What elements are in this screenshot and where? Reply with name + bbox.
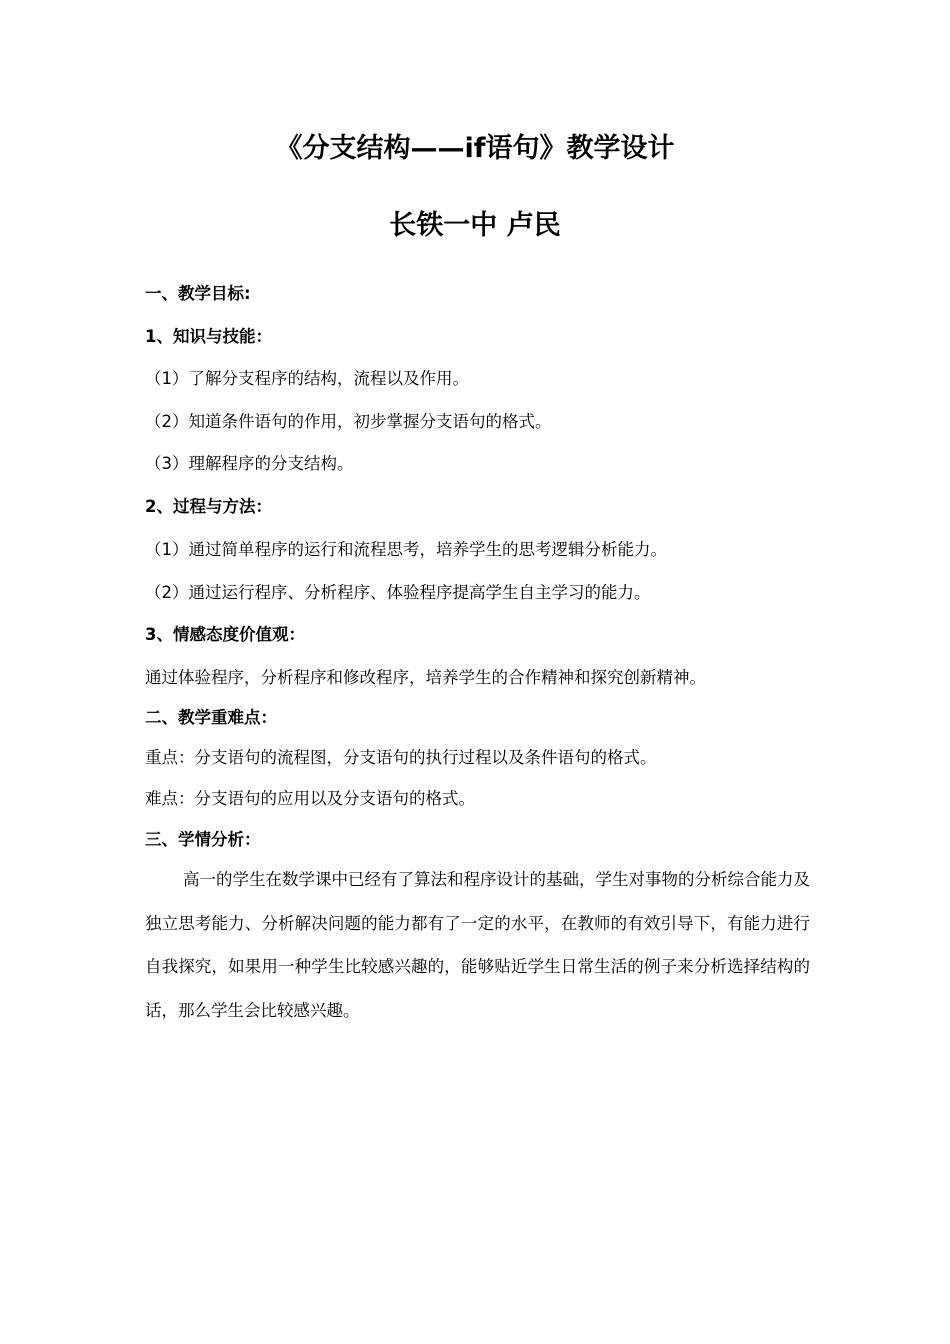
process-item: （2）通过运行程序、分析程序、体验程序提高学生自主学习的能力。 <box>145 583 651 602</box>
analysis-paragraph: 高一的学生在数学课中已经有了算法和程序设计的基础，学生对事物的分析综合能力及独立思考能力、分析解决问题的能力都有了一定的水平，在教师的有效引导下，有能力进行自我探究，如果用一种学生比较感兴趣的，能够贴近学生日常生活的例子来分析选择结构的话，那么学生会比较感兴趣。 <box>145 870 810 1020</box>
subheading-knowledge: 1、知识与技能： <box>145 327 272 346</box>
knowledge-item: （2）知道条件语句的作用，初步掌握分支语句的格式。 <box>145 412 552 431</box>
section-heading-analysis: 三、学情分析： <box>145 830 261 849</box>
section-heading-objectives: 一、教学目标: <box>145 284 251 303</box>
subheading-process: 2、过程与方法： <box>145 497 272 516</box>
difficulty-text: 难点：分支语句的应用以及分支语句的格式。 <box>145 789 475 808</box>
subheading-attitude: 3、情感态度价值观： <box>145 625 305 644</box>
keypoint-text: 重点：分支语句的流程图，分支语句的执行过程以及条件语句的格式。 <box>145 748 657 767</box>
process-item: （1）通过简单程序的运行和流程思考，培养学生的思考逻辑分析能力。 <box>145 540 667 559</box>
section-heading-keypoints: 二、教学重难点： <box>145 708 277 727</box>
attitude-text: 通过体验程序，分析程序和修改程序，培养学生的合作精神和探究创新精神。 <box>145 668 706 687</box>
knowledge-item: （1）了解分支程序的结构，流程以及作用。 <box>145 369 469 388</box>
author-line: 长铁一中 卢民 <box>389 210 561 241</box>
document-title: 《分支结构——if语句》教学设计 <box>275 133 675 164</box>
knowledge-item: （3）理解程序的分支结构。 <box>145 454 354 473</box>
